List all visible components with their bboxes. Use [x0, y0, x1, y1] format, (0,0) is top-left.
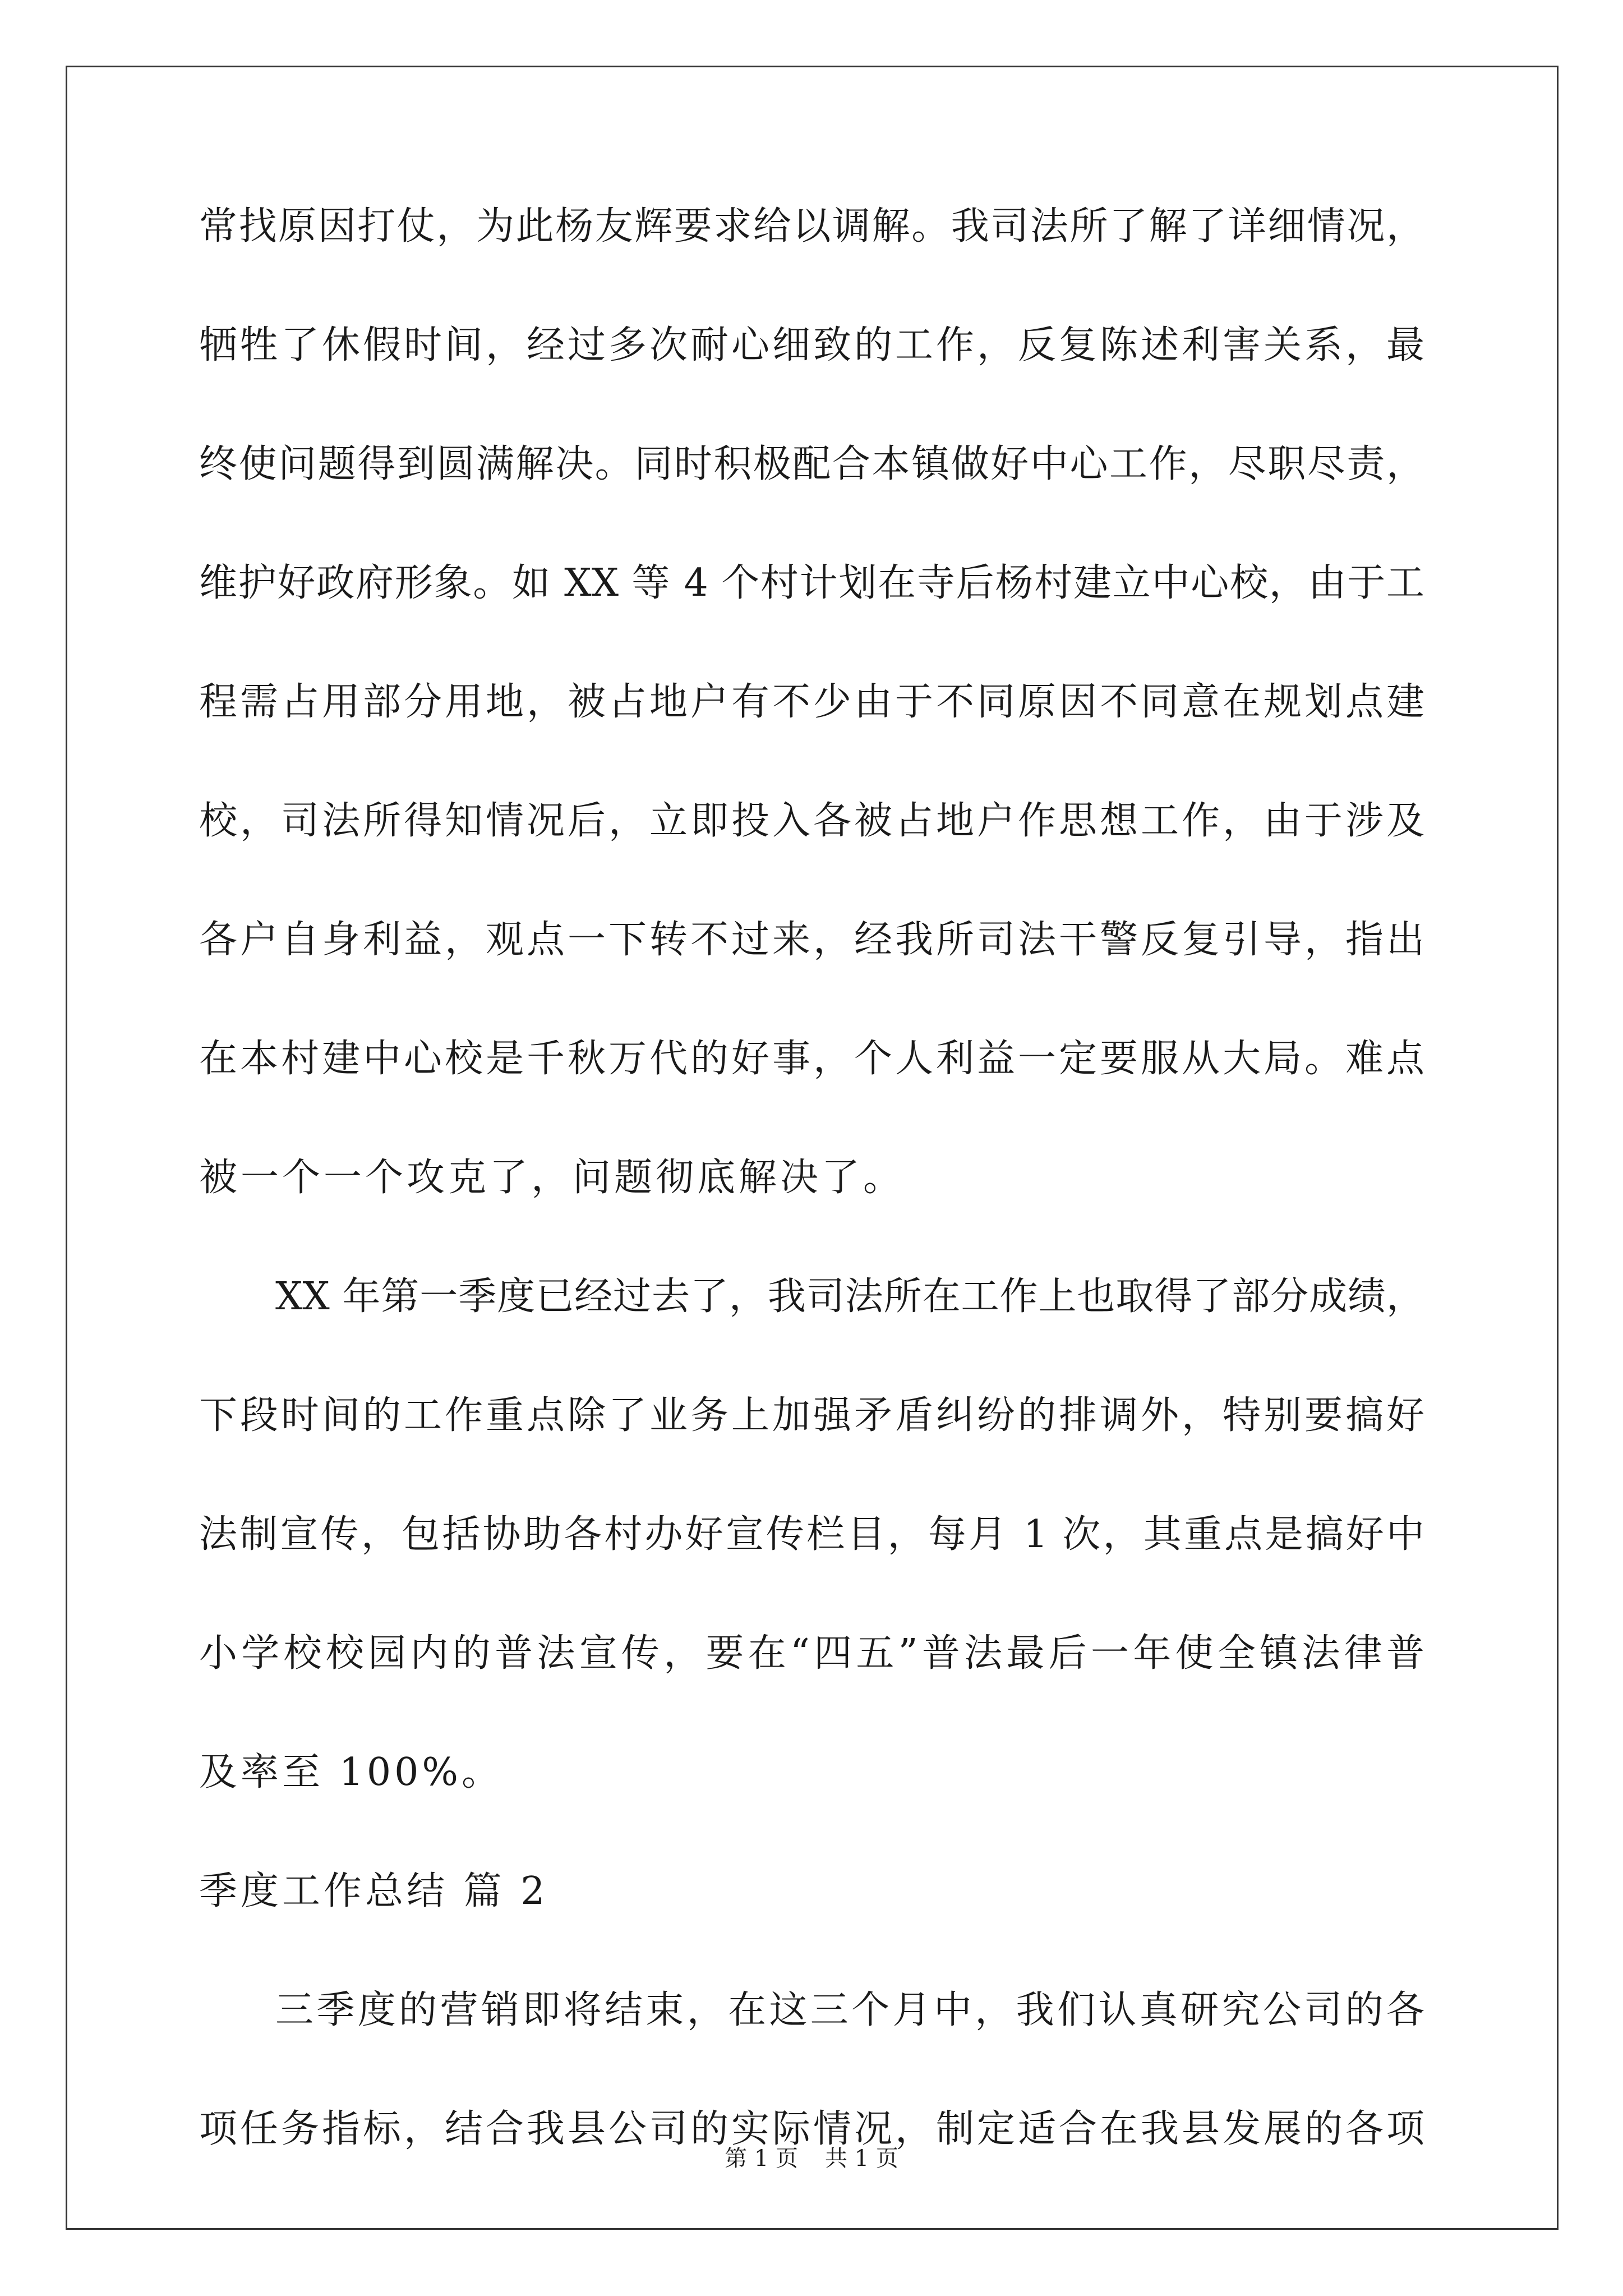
- paragraph-line: 牺牲了休假时间，经过多次耐心细致的工作，反复陈述利害关系，最: [199, 323, 1424, 367]
- paragraph-line: XX 年第一季度已经过去了，我司法所在工作上也取得了部分成绩，: [275, 1274, 1424, 1319]
- paragraph-line: 项任务指标，结合我县公司的实际情况，制定适合在我县发展的各项: [199, 2107, 1424, 2151]
- document-body: [199, 204, 1424, 2229]
- section-heading: 季度工作总结 篇 2: [199, 1869, 548, 1913]
- paragraph-line: 校，司法所得知情况后，立即投入各被占地户作思想工作，由于涉及: [199, 799, 1424, 843]
- paragraph-line: 被一个一个攻克了，问题彻底解决了。: [199, 1156, 905, 1200]
- paragraph-line: 各户自身利益，观点一下转不过来，经我所司法干警反复引导，指出: [199, 918, 1424, 962]
- paragraph-line: 小学校校园内的普法宣传，要在“四五”普法最后一年使全镇法律普: [199, 1631, 1424, 1676]
- paragraph-line: 在本村建中心校是千秋万代的好事，个人利益一定要服从大局。难点: [199, 1037, 1424, 1081]
- page-number-total: 共 1 页: [825, 2146, 898, 2171]
- paragraph-line: 法制宣传，包括协助各村办好宣传栏目，每月 1 次，其重点是搞好中: [199, 1512, 1424, 1557]
- paragraph-line: 终使问题得到圆满解决。同时积极配合本镇做好中心工作，尽职尽责，: [199, 442, 1424, 486]
- paragraph-line: 常找原因打仗，为此杨友辉要求给以调解。我司法所了解了详细情况，: [199, 204, 1424, 249]
- page-number-current: 第 1 页: [725, 2146, 798, 2171]
- paragraph-line: 三季度的营销即将结束，在这三个月中，我们认真研究公司的各: [275, 1988, 1424, 2032]
- paragraph-line: 程需占用部分用地，被占地户有不少由于不同原因不同意在规划点建: [199, 680, 1424, 724]
- paragraph-line: 及率至 100%。: [199, 1750, 504, 1795]
- paragraph-line: 维护好政府形象。如 XX 等 4 个村计划在寺后杨村建立中心校，由于工: [199, 561, 1424, 605]
- page-footer: [0, 2147, 1623, 2170]
- paragraph-line: 下段时间的工作重点除了业务上加强矛盾纠纷的排调外，特别要搞好: [199, 1393, 1424, 1438]
